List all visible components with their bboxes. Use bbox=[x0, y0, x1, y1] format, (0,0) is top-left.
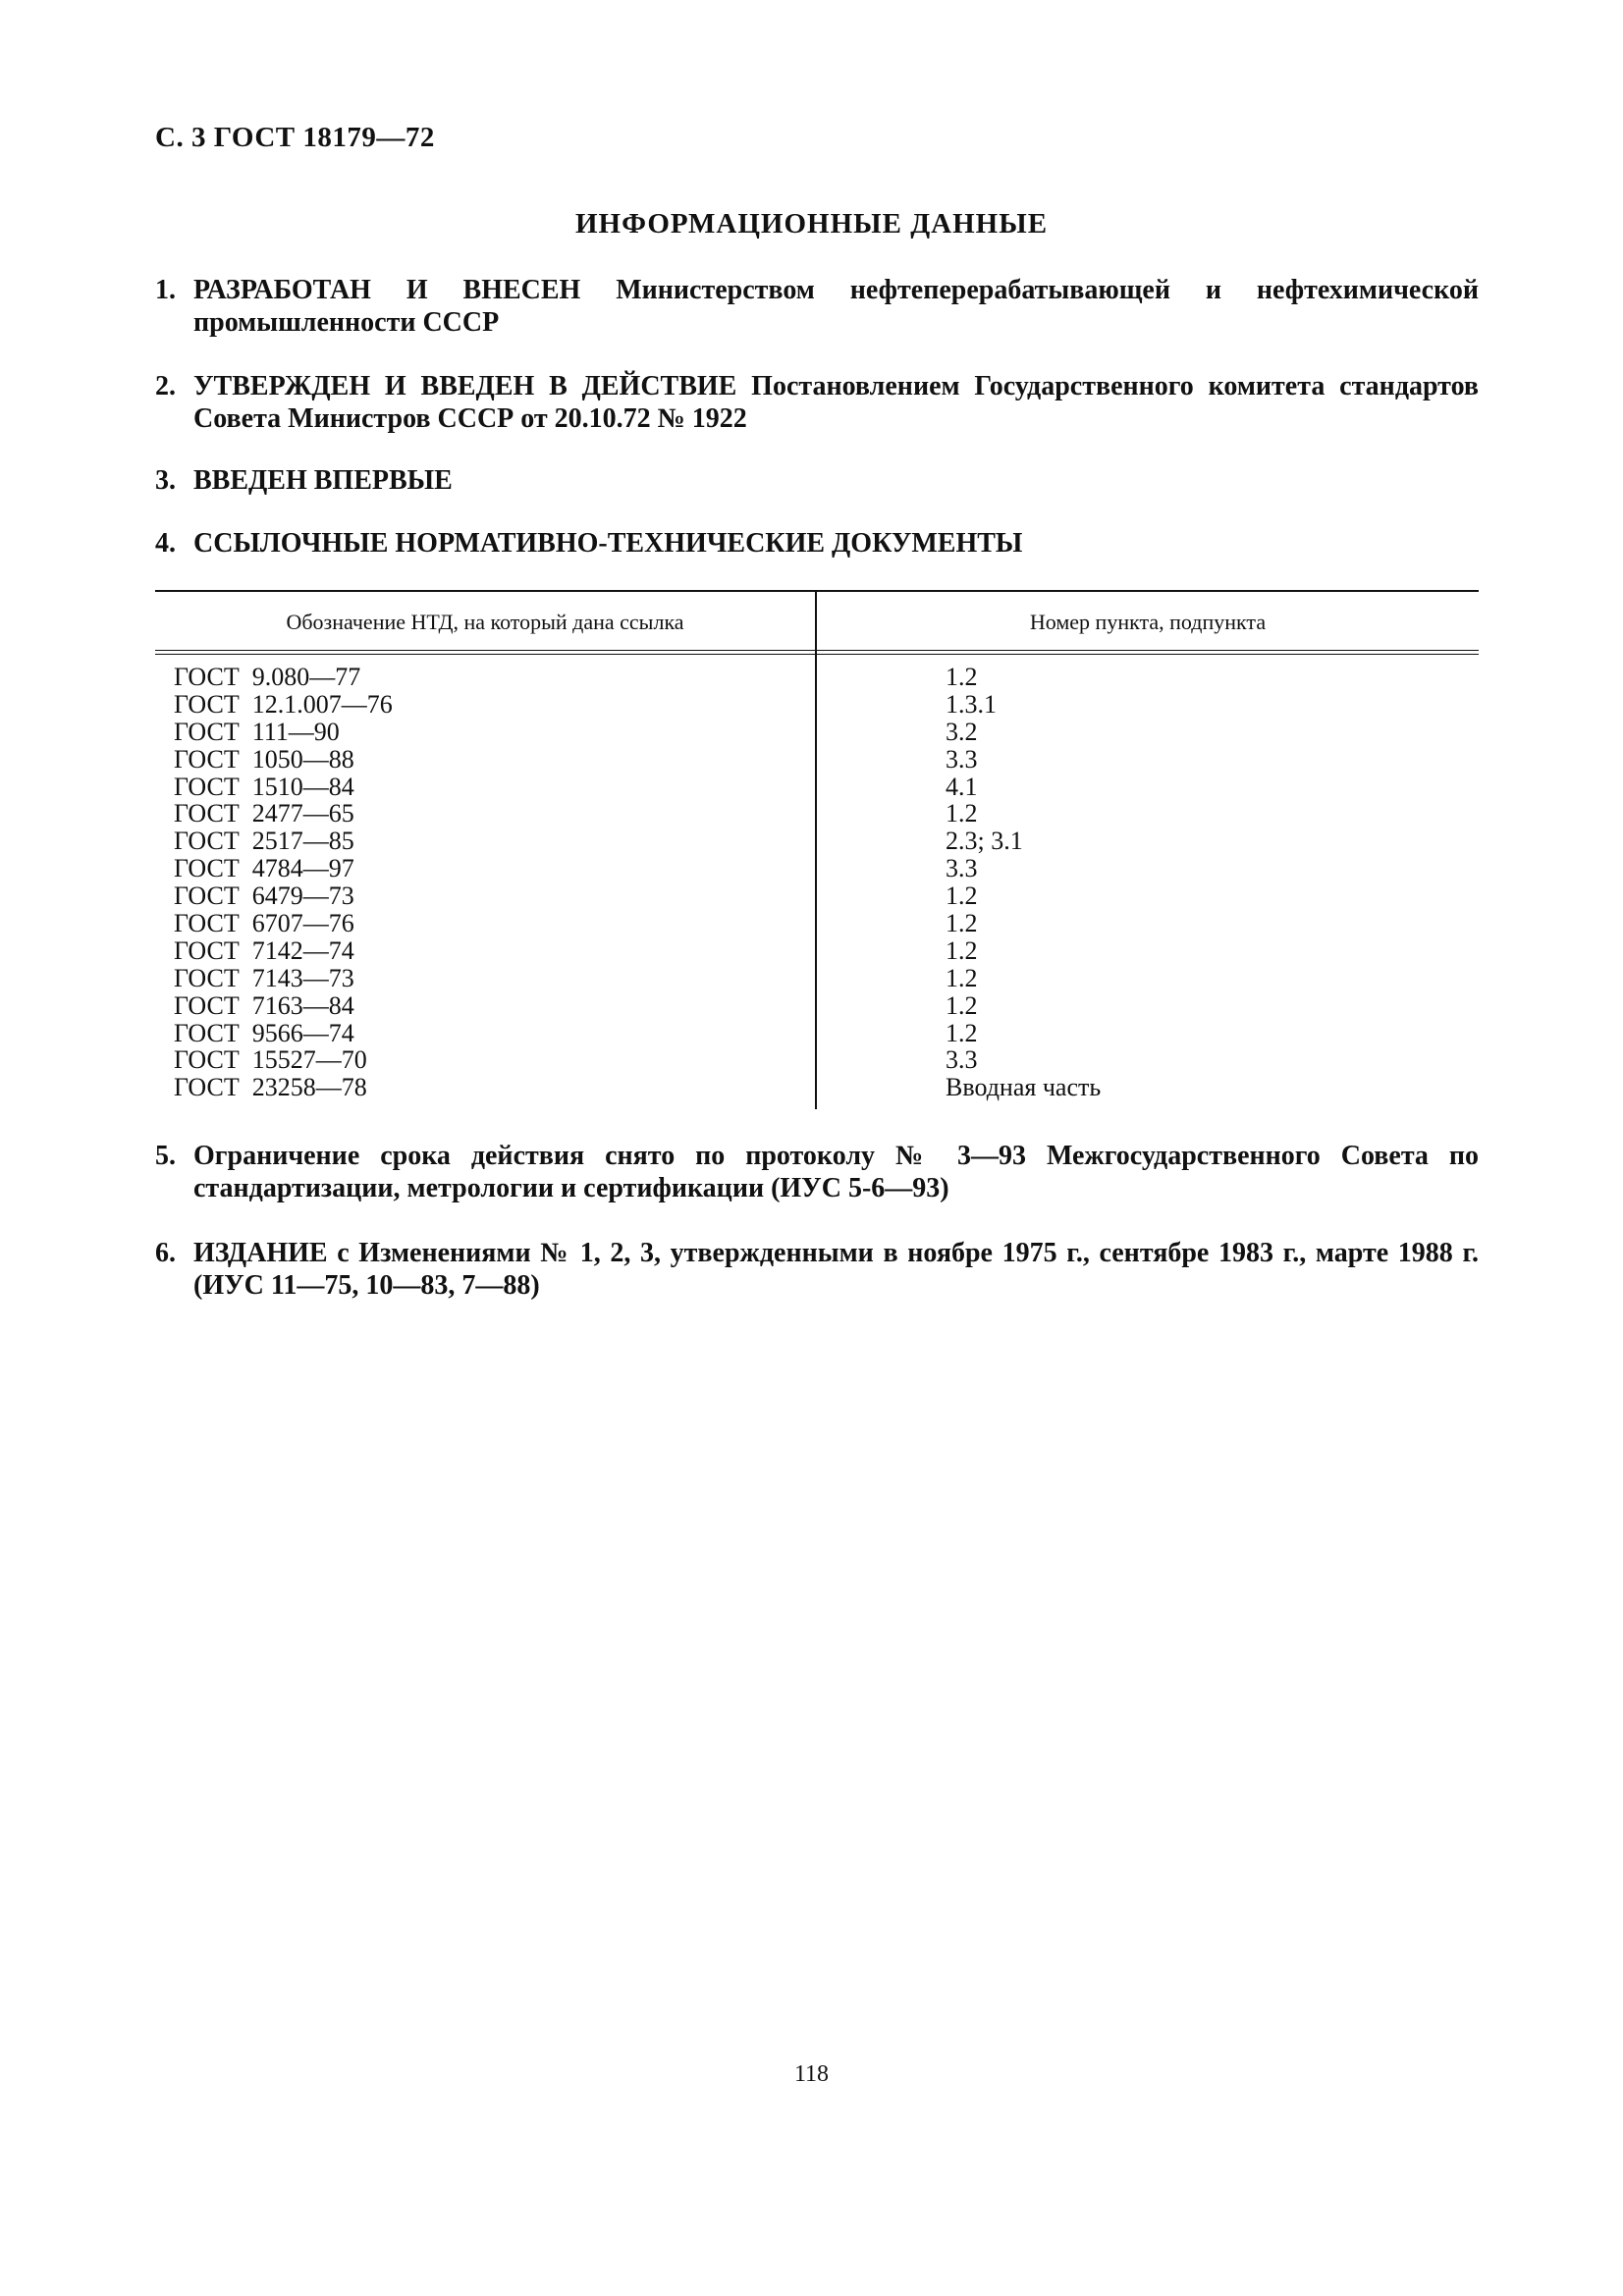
table-cell-clause: 2.3; 3.1 bbox=[946, 827, 1023, 856]
item-number: 3. bbox=[155, 465, 176, 496]
table-cell-document: ГОСТ 7143—73 bbox=[174, 963, 354, 992]
item-text: ССЫЛОЧНЫЕ НОРМАТИВНО-ТЕХНИЧЕСКИЕ ДОКУМЕНТЫ bbox=[193, 528, 1023, 559]
table-cell-document: ГОСТ 7163—84 bbox=[174, 990, 354, 1020]
table-row bbox=[155, 1046, 1479, 1074]
table-cell-document: ГОСТ 23258—78 bbox=[174, 1073, 367, 1102]
page-header: С. 3 ГОСТ 18179—72 bbox=[155, 122, 435, 153]
table-row bbox=[155, 664, 1479, 691]
table-row bbox=[155, 746, 1479, 774]
table-cell-document: ГОСТ 6479—73 bbox=[174, 881, 354, 911]
table-cell-clause: 3.3 bbox=[946, 1045, 978, 1075]
info-item-first-introduced bbox=[155, 464, 1479, 497]
table-cell-clause: 1.2 bbox=[946, 1018, 978, 1047]
table-row bbox=[155, 828, 1479, 855]
item-number: 2. bbox=[155, 371, 176, 401]
table-cell-clause: 1.2 bbox=[946, 909, 978, 938]
table-row bbox=[155, 992, 1479, 1020]
table-cell-clause: 1.3.1 bbox=[946, 689, 997, 719]
item-text: ИЗДАНИЕ с Изменениями № 1, 2, 3, утвержденными в ноябре 1975 г., сентябре 1983 г., марте 1988 г. (ИУС 11—75, 10—83, 7—88) bbox=[193, 1238, 1479, 1301]
table-cell-clause: 1.2 bbox=[946, 881, 978, 911]
table-row bbox=[155, 691, 1479, 719]
table-cell-document: ГОСТ 1510—84 bbox=[174, 772, 354, 801]
table-row bbox=[155, 1020, 1479, 1047]
table-cell-document: ГОСТ 9566—74 bbox=[174, 1018, 354, 1047]
info-item-edition bbox=[155, 1237, 1479, 1302]
table-cell-document: ГОСТ 15527—70 bbox=[174, 1045, 367, 1075]
table-cell-clause: Вводная часть bbox=[946, 1073, 1102, 1102]
table-cell-document: ГОСТ 6707—76 bbox=[174, 909, 354, 938]
item-text: Ограничение срока действия снято по протоколу № 3—93 Межгосударственного Совета по стандартизации, метрологии и сертификации (ИУС 5-6—93) bbox=[193, 1141, 1479, 1203]
table-cell-clause: 1.2 bbox=[946, 663, 978, 691]
table-cell-document: ГОСТ 2517—85 bbox=[174, 827, 354, 856]
reference-table bbox=[155, 590, 1479, 1109]
table-cell-document: ГОСТ 9.080—77 bbox=[174, 663, 361, 691]
column-header-document: Обозначение НТД, на который дана ссылка bbox=[286, 610, 684, 634]
info-item-approved bbox=[155, 370, 1479, 435]
table-row bbox=[155, 774, 1479, 801]
item-number: 1. bbox=[155, 275, 176, 305]
table-cell-document: ГОСТ 2477—65 bbox=[174, 799, 354, 828]
table-row bbox=[155, 910, 1479, 937]
table-cell-document: ГОСТ 7142—74 bbox=[174, 935, 354, 965]
info-item-validity-limit bbox=[155, 1140, 1479, 1204]
item-number: 6. bbox=[155, 1238, 176, 1268]
page-number: 118 bbox=[793, 2061, 830, 2087]
table-cell-clause: 3.3 bbox=[946, 854, 978, 883]
info-item-developed bbox=[155, 274, 1479, 339]
table-cell-clause: 1.2 bbox=[946, 990, 978, 1020]
item-number: 4. bbox=[155, 528, 176, 559]
item-text: ВВЕДЕН ВПЕРВЫЕ bbox=[193, 465, 453, 496]
header-rule bbox=[155, 654, 1479, 655]
table-cell-clause: 1.2 bbox=[946, 963, 978, 992]
table-cell-clause: 3.2 bbox=[946, 717, 978, 746]
table-row bbox=[155, 1074, 1479, 1101]
table-row bbox=[155, 965, 1479, 992]
table-cell-clause: 4.1 bbox=[946, 772, 978, 801]
column-header-clause: Номер пункта, подпункта bbox=[1029, 610, 1267, 634]
table-row bbox=[155, 882, 1479, 910]
table-cell-clause: 1.2 bbox=[946, 799, 978, 828]
table-row bbox=[155, 855, 1479, 882]
table-cell-clause: 1.2 bbox=[946, 935, 978, 965]
header-rule bbox=[155, 650, 1479, 651]
item-number: 5. bbox=[155, 1141, 176, 1171]
item-text: РАЗРАБОТАН И ВНЕСЕН Министерством нефтеперерабатывающей и нефтехимической промышленности СССР bbox=[193, 275, 1479, 338]
table-row bbox=[155, 937, 1479, 965]
section-title: ИНФОРМАЦИОННЫЕ ДАННЫЕ bbox=[574, 208, 1049, 240]
table-cell-document: ГОСТ 4784—97 bbox=[174, 854, 354, 883]
info-item-reference-documents bbox=[155, 527, 1479, 560]
table-cell-document: ГОСТ 1050—88 bbox=[174, 744, 354, 774]
table-row bbox=[155, 800, 1479, 828]
table-cell-document: ГОСТ 12.1.007—76 bbox=[174, 689, 393, 719]
item-text: УТВЕРЖДЕН И ВВЕДЕН В ДЕЙСТВИЕ Постановлением Государственного комитета стандартов Совета Министров СССР от 20.10.72 № 1922 bbox=[193, 371, 1479, 434]
table-cell-clause: 3.3 bbox=[946, 744, 978, 774]
table-row bbox=[155, 719, 1479, 746]
table-cell-document: ГОСТ 111—90 bbox=[174, 717, 340, 746]
table-body bbox=[155, 664, 1479, 1101]
